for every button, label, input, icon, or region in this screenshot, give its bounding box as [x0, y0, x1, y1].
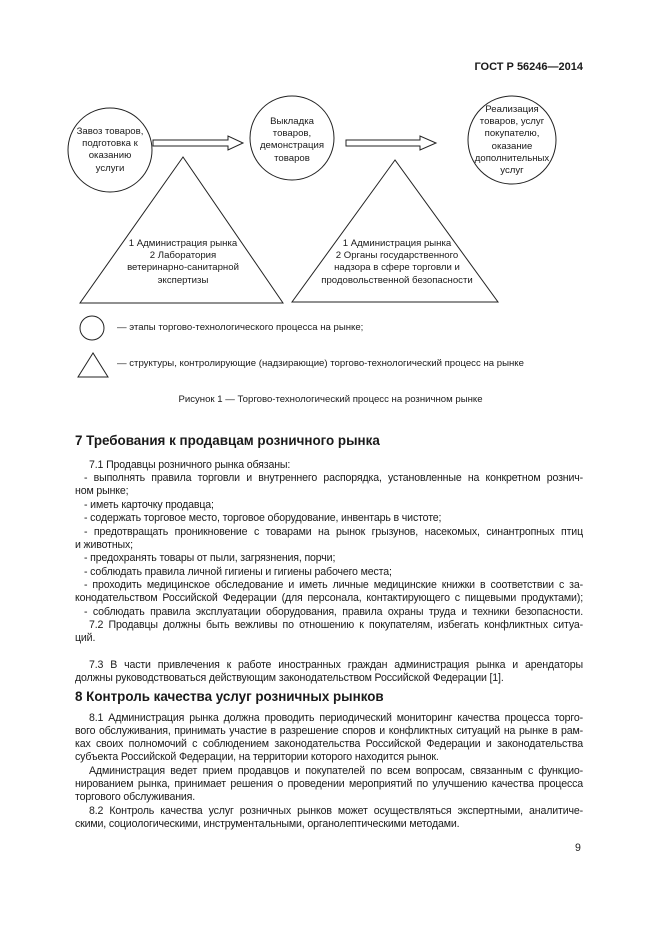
paragraph-line: ций. [75, 632, 96, 644]
text-line: оказание [491, 140, 533, 152]
text-line: ветеринарно-санитарной [127, 262, 239, 274]
stage-1-label [60, 126, 160, 175]
paragraph-line: - содержать торговое место, торговое оборудование, инвентарь в чистоте; [84, 512, 442, 524]
text-line: подготовка к [82, 138, 138, 150]
paragraph-line: скими, социологическими, инструментальными, органолептическими методами. [75, 818, 460, 830]
paragraph-line: и животных; [75, 539, 133, 551]
control-2-label [307, 238, 487, 287]
figure-caption: Рисунок 1 — Торгово-технологический процесс на розничном рынке [178, 394, 483, 405]
paragraph-line: - соблюдать правила личной гигиены и гигиены рабочего места; [84, 566, 392, 578]
page-number: 9 [575, 842, 581, 854]
legend-circle-text: — этапы торгово-технологического процесса на рынке; [117, 322, 364, 333]
text-line: 1 Администрация рынка [342, 238, 452, 249]
text-line: Завоз товаров, [76, 126, 144, 137]
section-7-title: 7 Требования к продавцам розничного рынка [75, 433, 380, 448]
text-line: Выкладка [270, 116, 314, 127]
paragraph-line: - предохранять товары от пыли, загрязнения, порчи; [84, 552, 336, 564]
paragraph-line: вого обслуживания, принимать участие в разрешение споров и конфликтных ситуаций на рынке в рам- [75, 725, 583, 737]
section-8-title: 8 Контроль качества услуг розничных рынков [75, 689, 384, 704]
paragraph-line: - иметь карточку продавца; [84, 499, 214, 511]
stage-3-label [462, 104, 562, 177]
paragraph-line: - проходить медицинское обследование и иметь личные медицинские книжки в соответствии с за- [84, 579, 583, 591]
control-1-label [103, 238, 263, 287]
paragraph-line: Администрация ведет прием продавцов и покупателей по всем вопросам, связанным с функцио- [89, 765, 583, 777]
legend-triangle-icon [78, 353, 108, 377]
legend-triangle-text: — структуры, контролирующие (надзирающие) торгово-технологический процесс на рынке [117, 358, 524, 369]
text-line: товаров, услуг [479, 116, 545, 128]
paragraph-line: - предотвращать проникновение с товарами на рынок грызунов, насекомых, синантропных птиц [84, 526, 583, 538]
text-line: экспертизы [157, 274, 209, 286]
text-line: 2 Лаборатория [149, 250, 217, 262]
paragraph-line: ках своих полномочий с соблюдением законодательства Российской Федерации и законодательства [75, 738, 583, 750]
text-line: 2 Органы государственного [335, 250, 459, 262]
text-line: услуг [500, 165, 524, 177]
text-line: дополнительных [474, 152, 550, 164]
paragraph-line: 7.1 Продавцы розничного рынка обязаны: [89, 459, 291, 471]
paragraph-line: - соблюдать правила эксплуатации оборудования, правила охраны труда и техники безопасности. [84, 606, 583, 618]
paragraph-line: 7.2 Продавцы должны быть вежливы по отношению к покупателям, избегать конфликтных ситуа- [89, 619, 583, 631]
text-line: 1 Администрация рынка [128, 238, 238, 249]
arrow-2 [346, 136, 436, 150]
text-line: услуги [95, 162, 125, 174]
paragraph-line: ном рынке; [75, 485, 129, 497]
text-line: оказанию [88, 150, 132, 162]
paragraph-line: 8.2 Контроль качества услуг розничных рынков может осуществляться экспертными, аналитиче- [89, 805, 583, 817]
paragraph-line: - выполнять правила торговли и внутреннего распорядка, установленные на конкретном рознич- [84, 472, 583, 484]
legend-circle-icon [80, 316, 104, 340]
paragraph-line: 7.3 В части привлечения к работе иностранных граждан администрация рынка и арендаторы [89, 659, 583, 671]
paragraph-line: субъекта Российской Федерации, на территории которого находится рынок. [75, 751, 439, 763]
text-line: демонстрация [259, 140, 325, 152]
text-line: надзора в сфере торговли и [334, 262, 460, 274]
paragraph-line: конодательством Российской Федерации (для персонала, контактирующего с пищевыми продуктами); [75, 592, 583, 604]
paragraph-line: должны руководствоваться действующим законодательством Российской Федерации [1]. [75, 672, 504, 684]
standard-header: ГОСТ Р 56246—2014 [474, 61, 583, 73]
text-line: Реализация [485, 104, 539, 115]
text-line: товаров [274, 152, 310, 164]
arrow-1 [153, 136, 243, 150]
text-line: покупателю, [484, 128, 540, 140]
stage-2-label [242, 116, 342, 165]
text-line: товаров, [272, 128, 312, 140]
paragraph-line: торгового обслуживания. [75, 791, 196, 803]
text-line: продовольственной безопасности [321, 274, 473, 286]
paragraph-line: 8.1 Администрация рынка должна проводить периодический мониторинг качества процесса торго- [89, 712, 583, 724]
paragraph-line: нированием рынка, принимает решения о проведении мероприятий по улучшению качества процесса [75, 778, 583, 790]
